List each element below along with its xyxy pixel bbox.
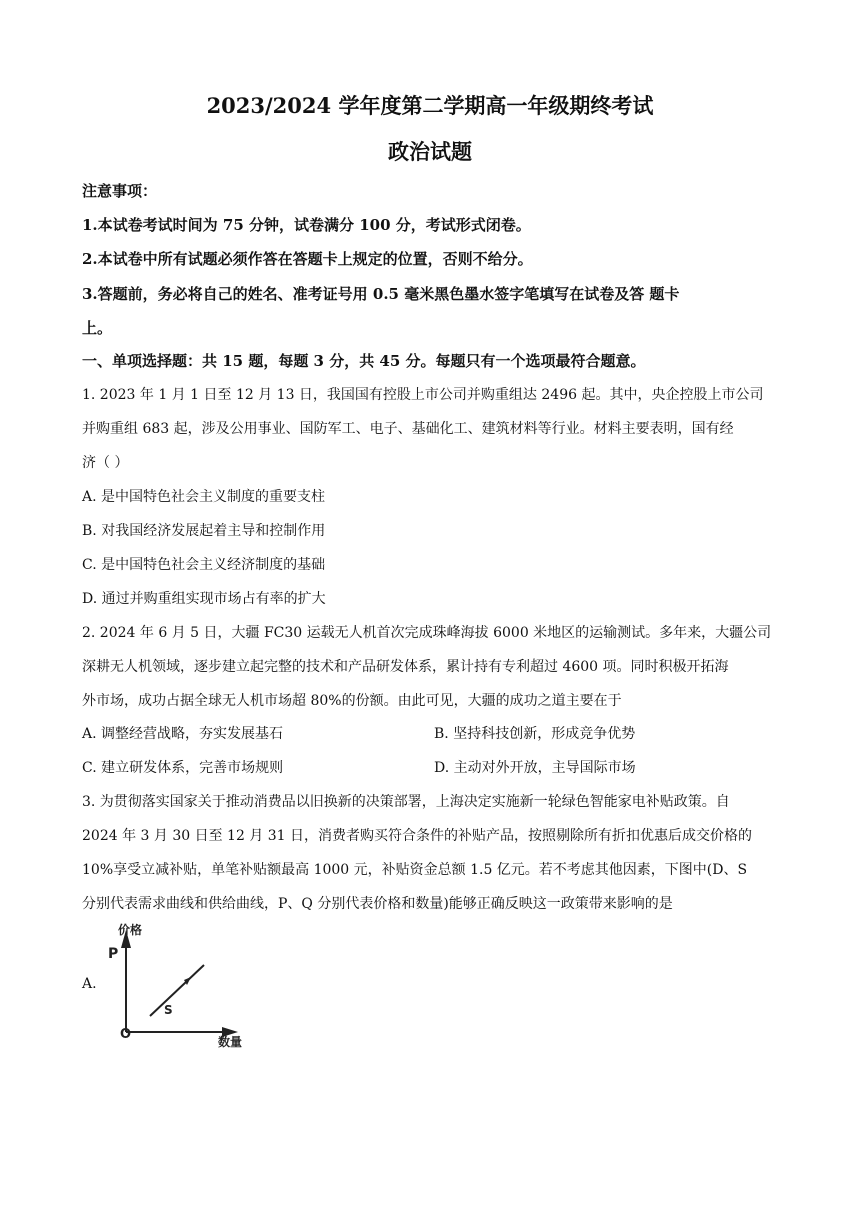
q3-line-1: 3. 为贯彻落实国家关于推动消费品以旧换新的决策部署，上海决定实施新一轮绿色智能家电补贴政策。自 xyxy=(82,794,730,810)
q1-line-2: 并购重组 683 起，涉及公用事业、国防军工、电子、基础化工、建筑材料等行业。材料主要表明，国有经 xyxy=(82,421,734,437)
q3-line-3: 10%享受立减补贴，单笔补贴额最高 1000 元，补贴资金总额 1.5 亿元。若不考虑其他因素，下图中(D、S xyxy=(82,862,748,878)
section-heading: 一、单项选择题：共 15 题，每题 3 分，共 45 分。每题只有一个选项最符合题意。 xyxy=(82,352,646,370)
q1-option-a[interactable]: A. 是中国特色社会主义制度的重要支柱 xyxy=(82,489,326,505)
q2-option-a[interactable]: A. 调整经营战略，夯实发展基石 xyxy=(82,726,284,742)
origin-label: O xyxy=(120,1027,132,1042)
curve-label: S xyxy=(164,1003,173,1017)
q3-line-2: 2024 年 3 月 30 日至 12 月 31 日，消费者购买符合条件的补贴产品，按照剔除所有折扣优惠后成交价格的 xyxy=(82,828,753,844)
notice-heading: 注意事项： xyxy=(82,182,158,200)
q2-line-2: 深耕无人机领域，逐步建立起完整的技术和产品研发体系，累计持有专利超过 4600 项。同时积极开拓海 xyxy=(82,659,729,675)
exam-title: 2023/2024 学年度第二学期高一年级期终考试 xyxy=(206,93,654,118)
q2-option-b[interactable]: B. 坚持科技创新，形成竞争优势 xyxy=(434,726,636,742)
notice-item-2: 2.本试卷中所有试题必须作答在答题卡上规定的位置，否则不给分。 xyxy=(82,250,533,268)
y-axis-label: 价格 xyxy=(118,923,143,937)
supply-curve xyxy=(150,965,204,1016)
q1-option-b[interactable]: B. 对我国经济发展起着主导和控制作用 xyxy=(82,523,326,539)
q1-option-d[interactable]: D. 通过并购重组实现市场占有率的扩大 xyxy=(82,591,326,607)
p-label: P xyxy=(108,946,119,962)
notice-item-1: 1.本试卷考试时间为 75 分钟，试卷满分 100 分，考试形式闭卷。 xyxy=(82,216,531,234)
q2-option-c[interactable]: C. 建立研发体系，完善市场规则 xyxy=(82,760,284,776)
q1-line-3: 济（ ） xyxy=(82,455,129,471)
notice-item-3-cont: 上。 xyxy=(82,319,113,337)
notice-item-3: 3.答题前，务必将自己的姓名、准考证号用 0.5 毫米黑色墨水签字笔填写在试卷及答 题卡 xyxy=(82,285,680,303)
q3-line-4: 分别代表需求曲线和供给曲线，P、Q 分别代表价格和数量)能够正确反映这一政策带来影响的是 xyxy=(82,896,673,912)
q3-option-a-label[interactable]: A. xyxy=(82,976,97,992)
exam-subtitle: 政治试题 xyxy=(388,139,472,164)
q1-line-1: 1. 2023 年 1 月 1 日至 12 月 13 日，我国国有控股上市公司并购重组达 2496 起。其中，央企控股上市公司 xyxy=(82,387,764,403)
q2-line-3: 外市场，成功占据全球无人机市场超 80%的份额。由此可见，大疆的成功之道主要在于 xyxy=(82,693,622,709)
q1-option-c[interactable]: C. 是中国特色社会主义经济制度的基础 xyxy=(82,557,326,573)
q2-option-d[interactable]: D. 主动对外开放，主导国际市场 xyxy=(434,760,636,776)
q2-line-1: 2. 2024 年 6 月 5 日，大疆 FC30 运载无人机首次完成珠峰海拔 6000 米地区的运输测试。多年来，大疆公司 xyxy=(82,625,772,641)
x-axis-label: 数量 xyxy=(218,1035,243,1049)
supply-graph xyxy=(82,920,262,1050)
